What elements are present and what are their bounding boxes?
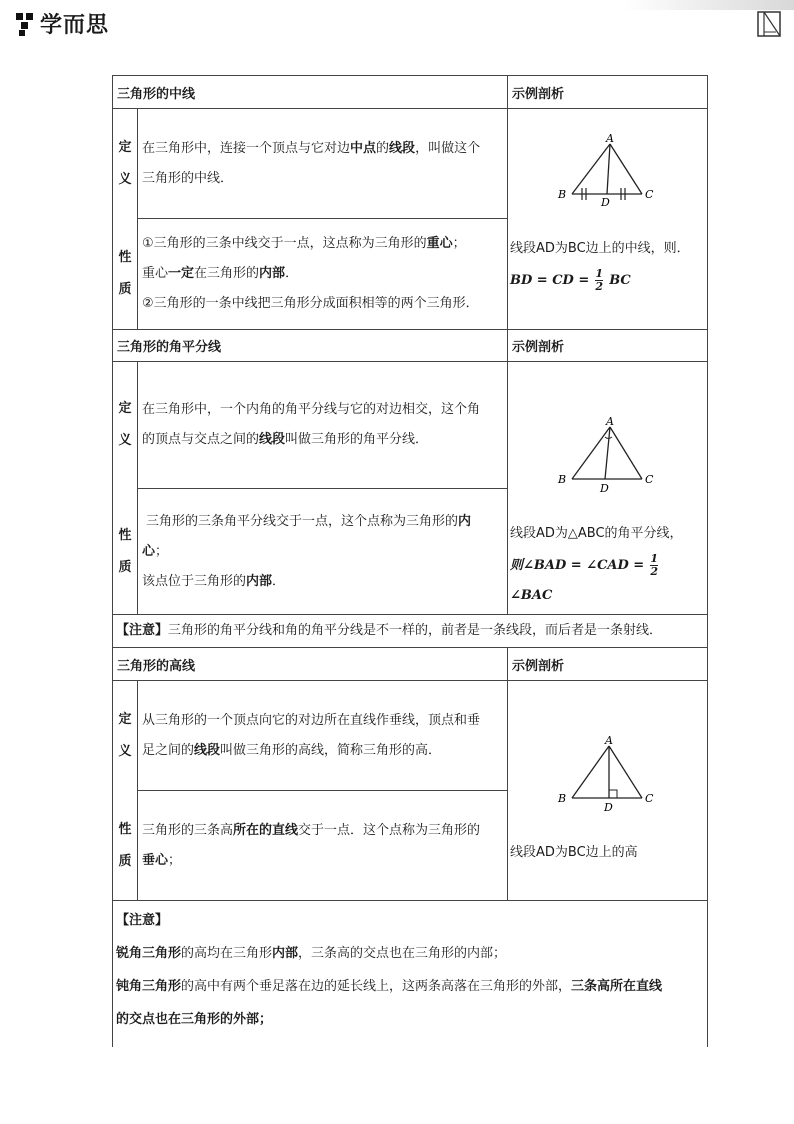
svg-text:A: A — [606, 415, 614, 428]
section-title-bisector: 三角形的角平分线 — [117, 340, 222, 355]
example-header-median: 示例剖析 — [512, 86, 565, 102]
altitude-example-text: 线段AD为BC边上的高 — [510, 845, 638, 860]
definition-label-bisector: 定 义 — [118, 401, 132, 448]
median-figure — [550, 130, 660, 210]
svg-text:C: C — [645, 473, 654, 486]
svg-text:D: D — [601, 196, 610, 209]
definition-text-median: 在三角形中，连接一个顶点与它对边中点的线段，叫做这个 三角形的中线． — [142, 140, 481, 186]
svg-text:B: B — [558, 473, 567, 486]
note-bisector: 【注意】三角形的角平分线和角的角平分线是不一样的，前者是一条线段，而后者是一条射线． — [116, 623, 663, 638]
definition-label-median: 定 义 — [118, 139, 132, 187]
definition-label-altitude: 定 义 — [118, 711, 132, 759]
brand-name: 学而思 — [40, 13, 110, 38]
median-example-formula: BD = CD = $\frac{1}{2}$ BC — [510, 267, 631, 293]
svg-text:C: C — [645, 188, 654, 201]
altitude-figure — [550, 732, 660, 814]
property-text-altitude: 三角形的三条高所在的直线交于一点．这个点称为三角形的 垂心； — [142, 822, 481, 868]
property-label-bisector: 性 质 — [118, 527, 132, 575]
section-title-median: 三角形的中线 — [117, 86, 196, 102]
property-label-altitude: 性 质 — [118, 821, 132, 869]
brand-logo-icon — [14, 11, 36, 37]
svg-text:A: A — [606, 132, 614, 145]
property-text-bisector: 三角形的三条角平分线交于一点，这个点称为三角形的内 心； 该点位于三角形的内部． — [142, 513, 472, 589]
page-corner-shade — [624, 0, 794, 10]
section-title-altitude: 三角形的高线 — [117, 658, 196, 674]
property-text-median: ①三角形的三条中线交于一点，这点称为三角形的重心； 重心一定在三角形的内部． ②三角形的一条中线把三角形分成面积相等的两个三角形． — [142, 236, 479, 311]
median-example-text: 线段AD为BC边上的中线，则． — [510, 241, 690, 256]
svg-text:B: B — [558, 792, 567, 805]
note-altitude: 【注意】 锐角三角形的高均在三角形内部，三条高的交点也在三角形的内部； 钝角三角形的高中有两个垂足落在边的延长线上，这两条高落在三角形的外部，三条高所在直线 的交点也在三角形的外部； — [116, 913, 663, 1027]
bisector-example-formula: 则∠BAD = ∠CAD = $\frac{1}{2}$ ∠BAC — [510, 552, 658, 603]
svg-text:B: B — [558, 188, 567, 201]
svg-text:C: C — [645, 792, 654, 805]
example-header-bisector: 示例剖析 — [512, 340, 565, 355]
svg-text:D: D — [600, 482, 609, 495]
svg-text:A: A — [605, 734, 613, 747]
bisector-figure — [550, 413, 660, 495]
definition-text-bisector: 在三角形中，一个内角的角平分线与它的对边相交，这个角 的顶点与交点之间的线段叫做三角形的角平分线． — [142, 402, 481, 447]
ruler-triangle-icon — [756, 10, 782, 38]
example-header-altitude: 示例剖析 — [512, 658, 565, 674]
definition-text-altitude: 从三角形的一个顶点向它的对边所在直线作垂线，顶点和垂 足之间的线段叫做三角形的高线，简称三角形的高． — [142, 712, 481, 758]
brand-logo — [14, 8, 109, 39]
property-label-median: 性 质 — [118, 250, 132, 297]
svg-text:D: D — [604, 801, 613, 814]
bisector-example-text: 线段AD为△ABC的角平分线， — [510, 526, 683, 541]
